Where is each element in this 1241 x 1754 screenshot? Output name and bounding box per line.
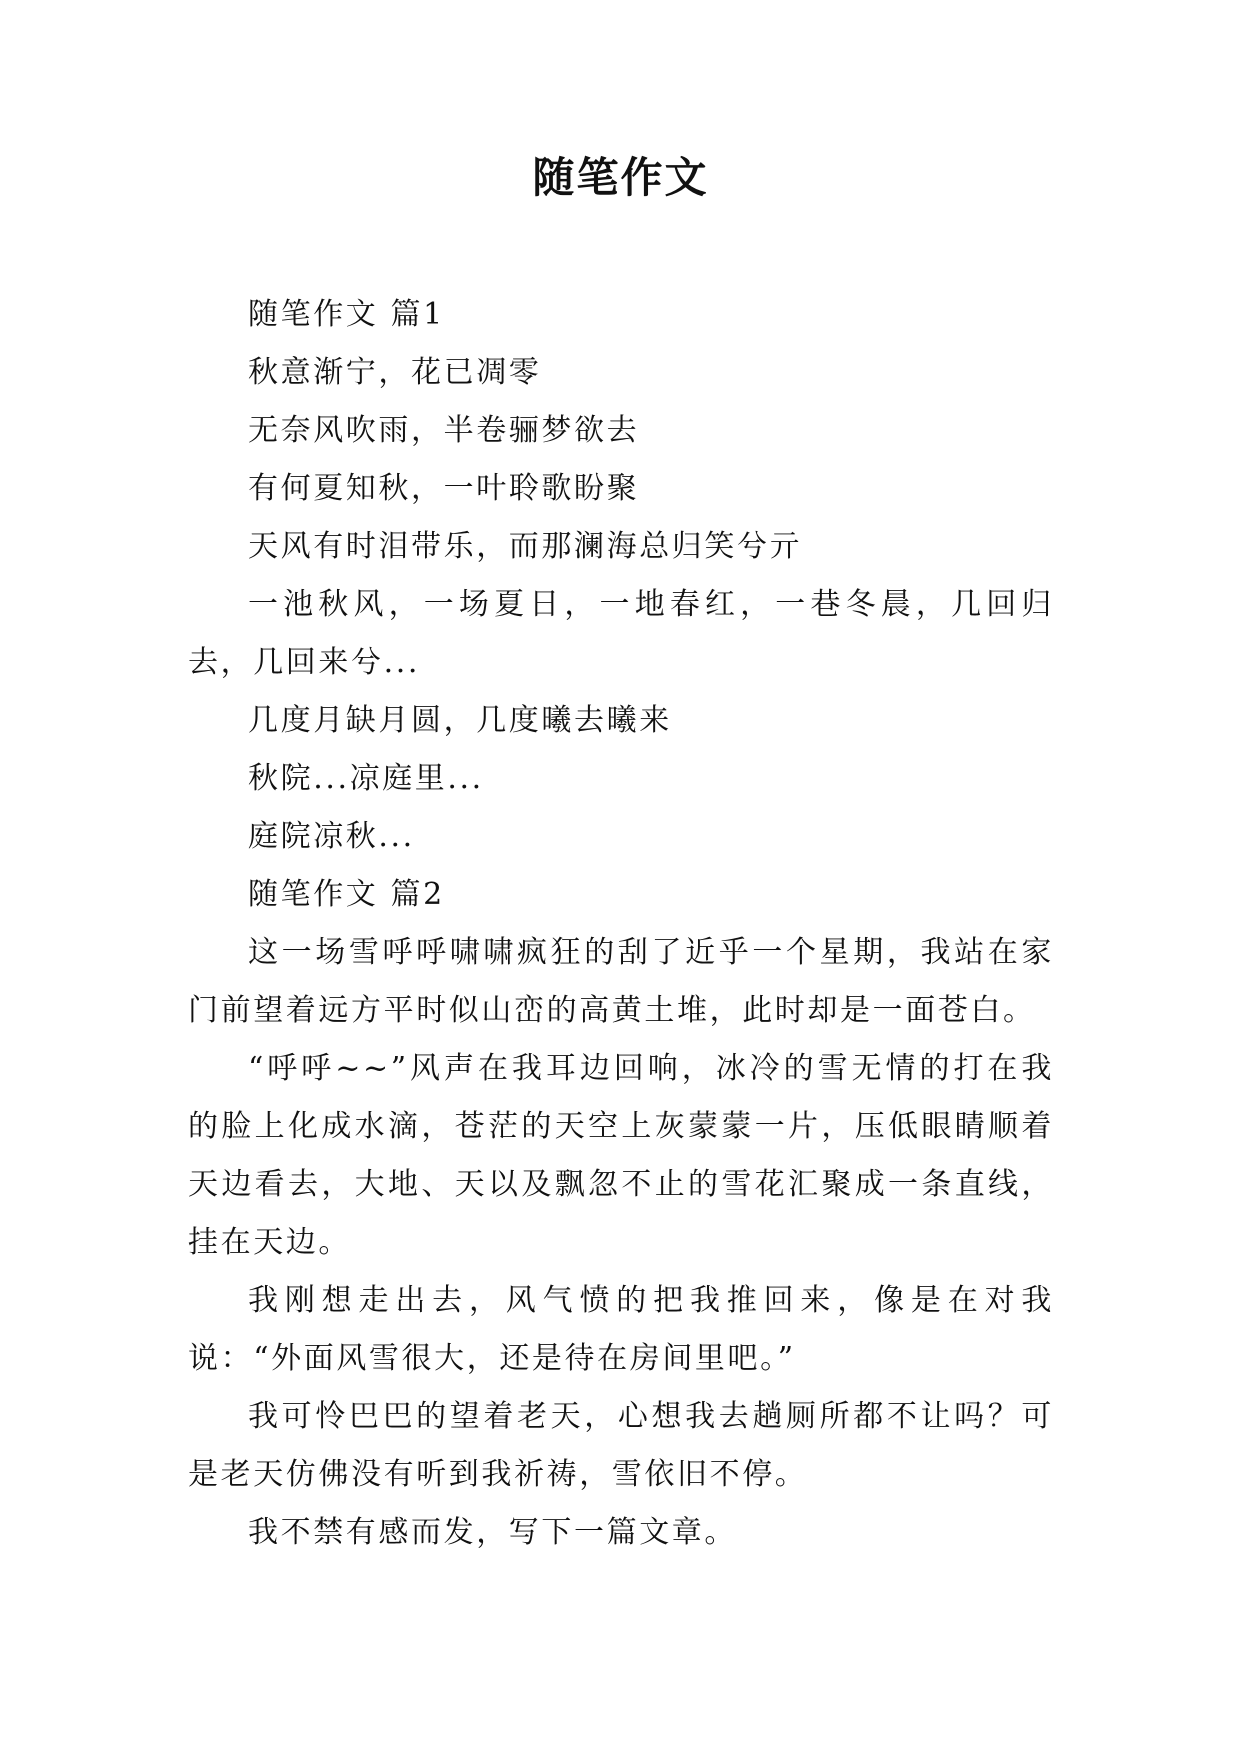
paragraph-essay-2-heading: 随笔作文 篇2 [248,877,445,912]
paragraph: 庭院凉秋... [248,819,415,854]
paragraph: 有何夏知秋，一叶聆歌盼聚 [248,471,640,506]
paragraph: 我可怜巴巴的望着老天，心想我去趟厕所都不让吗？可是老天仿佛没有听到我祈祷，雪依旧不停。 [188,1399,1054,1492]
document-body [188,286,1054,1562]
paragraph: “呼呼~~”风声在我耳边回响，冰冷的雪无情的打在我的脸上化成水滴，苍茫的天空上灰蒙蒙一片，压低眼睛顺着天边看去，大地、天以及飘忽不止的雪花汇聚成一条直线，挂在天边。 [188,1051,1054,1260]
paragraph: 我不禁有感而发，写下一篇文章。 [248,1515,737,1550]
paragraph: 几度月缺月圆，几度曦去曦来 [248,703,672,738]
paragraph: 无奈风吹雨，半卷骊梦欲去 [248,413,640,448]
paragraph: 这一场雪呼呼啸啸疯狂的刮了近乎一个星期，我站在家门前望着远方平时似山峦的高黄土堆，此时却是一面苍白。 [188,935,1054,1028]
paragraph-essay-1-heading: 随笔作文 篇1 [248,297,445,332]
paragraph: 秋意渐宁，花已凋零 [248,355,542,390]
paragraph: 秋院...凉庭里... [248,761,484,796]
paragraph: 我刚想走出去，风气愤的把我推回来，像是在对我说：“外面风雪很大，还是待在房间里吧。” [188,1283,1054,1376]
document-title: 随笔作文 [532,153,709,202]
paragraph: 天风有时泪带乐，而那澜海总归笑兮亓 [248,529,803,564]
paragraph: 一池秋风，一场夏日，一地春红，一巷冬晨，几回归去，几回来兮... [188,587,1054,680]
